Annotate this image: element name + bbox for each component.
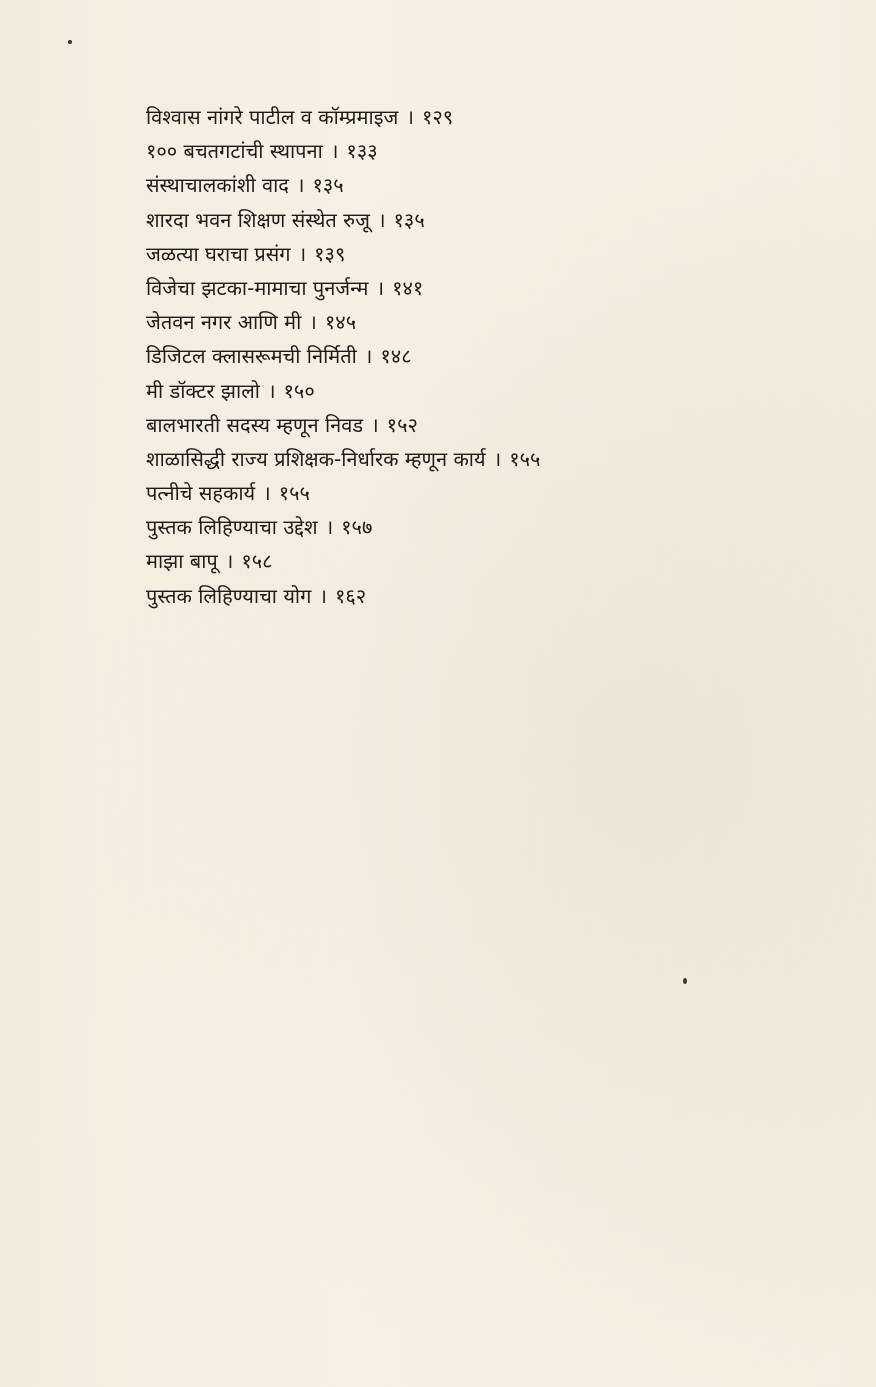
entry-page-number: १५५ (509, 446, 541, 471)
toc-entry (146, 476, 846, 510)
entry-page-number: १४५ (324, 310, 357, 335)
entry-title: जेतवन नगर आणि मी (146, 310, 302, 335)
entry-separator: । (225, 549, 234, 574)
entry-separator: । (267, 378, 276, 403)
toc-entry (146, 510, 846, 544)
entry-title: संस्थाचालकांशी वाद (146, 173, 289, 198)
entry-separator: । (298, 241, 307, 266)
toc-entry (146, 579, 846, 613)
entry-title: मी डॉक्टर झालो (146, 378, 260, 403)
entry-separator: । (309, 310, 317, 335)
entry-title: पत्नीचे सहकार्य (146, 481, 256, 506)
entry-page-number: १५७ (341, 515, 373, 540)
entry-page-number: १६२ (334, 583, 367, 608)
entry-page-number: १३३ (346, 139, 378, 164)
toc-entry (146, 168, 846, 202)
entry-separator: । (319, 583, 327, 608)
entry-page-number: १४८ (380, 344, 412, 369)
ink-speck (68, 40, 72, 44)
entry-title: पुस्तक लिहिण्याचा योग (146, 583, 312, 608)
toc-entry (146, 442, 846, 476)
entry-separator: । (263, 481, 271, 506)
entry-separator: । (364, 344, 373, 369)
entry-separator: । (325, 515, 334, 540)
entry-page-number: १५५ (278, 481, 310, 506)
entry-separator: । (377, 207, 386, 232)
toc-entry (146, 544, 846, 578)
toc-entry (146, 305, 846, 339)
entry-page-number: १३५ (393, 207, 425, 232)
entry-separator: । (493, 446, 502, 471)
entry-title: पुस्तक लिहिण्याचा उद्देश (146, 515, 318, 540)
entry-page-number: १५२ (386, 412, 418, 437)
entry-title: विश्वास नांगरे पाटील व कॉम्प्रमाइज (146, 105, 399, 129)
toc-entry (146, 271, 846, 305)
entry-separator: । (406, 105, 414, 129)
ink-speck (683, 978, 687, 984)
entry-page-number: १४१ (392, 275, 424, 300)
toc-entry (146, 339, 846, 373)
toc-entry (146, 203, 846, 237)
entry-title: माझा बापू (146, 549, 218, 574)
entry-page-number: १५० (283, 378, 315, 403)
entry-separator: । (330, 139, 339, 164)
entry-separator: । (371, 412, 379, 437)
entry-page-number: १३९ (314, 241, 346, 266)
entry-title: शारदा भवन शिक्षण संस्थेत रुजू (146, 207, 370, 232)
entry-title: बालभारती सदस्य म्हणून निवड (146, 412, 364, 437)
entry-title: जळत्या घराचा प्रसंग (146, 241, 291, 266)
entry-page-number: १५८ (241, 549, 273, 574)
toc-entry (146, 374, 846, 408)
toc-entry (146, 100, 846, 134)
entry-separator: । (296, 173, 305, 198)
entry-title: डिजिटल क्लासरूमची निर्मिती (146, 344, 357, 369)
entry-title: विजेचा झटका-मामाचा पुनर्जन्म (146, 275, 369, 300)
entry-page-number: १२९ (421, 105, 454, 129)
entry-page-number: १३५ (312, 173, 344, 198)
entry-title: १०० बचतगटांची स्थापना (146, 139, 323, 164)
toc-entry (146, 134, 846, 168)
toc-entry (146, 408, 846, 442)
toc-entry (146, 237, 846, 271)
entry-separator: । (376, 275, 385, 300)
table-of-contents (146, 100, 846, 613)
entry-title: शाळासिद्धी राज्य प्रशिक्षक-निर्धारक म्हणून कार्य (146, 446, 486, 471)
